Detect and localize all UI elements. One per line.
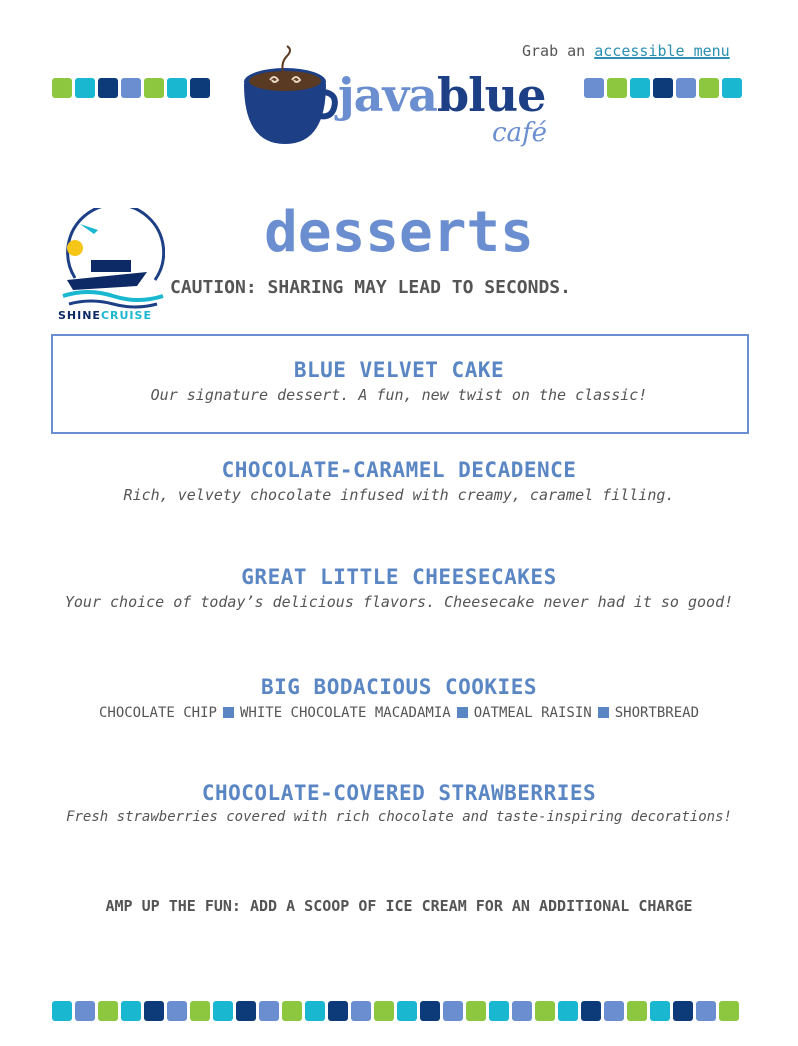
color-square <box>604 1001 624 1021</box>
color-square <box>699 78 719 98</box>
menu-item <box>0 358 798 404</box>
item-description: Fresh strawberries covered with rich chocolate and taste-inspiring decorations! <box>66 809 732 825</box>
bullet-square-icon <box>598 707 609 718</box>
color-square <box>52 78 72 98</box>
cookie-option: WHITE CHOCOLATE MACADAMIA <box>239 705 451 721</box>
color-square <box>719 1001 739 1021</box>
color-square <box>673 1001 693 1021</box>
color-square <box>443 1001 463 1021</box>
accessible-menu-link[interactable]: accessible menu <box>594 42 730 60</box>
footer-note: AMP UP THE FUN: ADD A SCOOP OF ICE CREAM FOR AN ADDITIONAL CHARGE <box>105 897 693 915</box>
item-description: Our signature dessert. A fun, new twist on the classic! <box>150 386 648 404</box>
color-square <box>466 1001 486 1021</box>
menu-item <box>0 458 798 504</box>
menu-item <box>0 675 798 721</box>
item-description: Rich, velvety chocolate infused with creamy, caramel filling. <box>123 486 675 504</box>
cookie-options <box>0 705 798 721</box>
color-square <box>351 1001 371 1021</box>
item-description: Your choice of today’s delicious flavors. Cheesecake never had it so good! <box>64 593 734 611</box>
color-square <box>213 1001 233 1021</box>
color-square <box>190 1001 210 1021</box>
color-square <box>167 1001 187 1021</box>
shine-cruise-label: SHINECRUISE <box>58 309 152 322</box>
bullet-square-icon <box>223 707 234 718</box>
color-square <box>144 78 164 98</box>
cookie-option: SHORTBREAD <box>614 705 700 721</box>
color-square <box>558 1001 578 1021</box>
color-square <box>397 1001 417 1021</box>
color-square <box>584 78 604 98</box>
decorative-squares-bottom <box>52 1001 742 1021</box>
brand-blue: blue <box>436 68 546 122</box>
color-square <box>627 1001 647 1021</box>
caution-subtitle: CAUTION: SHARING MAY LEAD TO SECONDS. <box>170 277 571 298</box>
color-square <box>282 1001 302 1021</box>
color-square <box>512 1001 532 1021</box>
color-square <box>190 78 210 98</box>
brand-java: java <box>338 68 437 122</box>
color-square <box>676 78 696 98</box>
color-square <box>144 1001 164 1021</box>
page-title: desserts <box>264 200 534 265</box>
color-square <box>722 78 742 98</box>
brand-cafe: café <box>492 118 548 148</box>
color-square <box>305 1001 325 1021</box>
color-square <box>581 1001 601 1021</box>
cookie-option: OATMEAL RAISIN <box>473 705 592 721</box>
color-square <box>696 1001 716 1021</box>
color-square <box>236 1001 256 1021</box>
color-square <box>98 78 118 98</box>
color-square <box>259 1001 279 1021</box>
item-name: BLUE VELVET CAKE <box>293 358 505 382</box>
bullet-square-icon <box>457 707 468 718</box>
color-square <box>328 1001 348 1021</box>
color-square <box>167 78 187 98</box>
color-square <box>75 1001 95 1021</box>
grab-text: Grab an <box>522 42 586 60</box>
color-square <box>98 1001 118 1021</box>
color-square <box>535 1001 555 1021</box>
color-square <box>52 1001 72 1021</box>
menu-item <box>0 781 798 825</box>
menu-item <box>0 565 798 611</box>
color-square <box>653 78 673 98</box>
item-name: GREAT LITTLE CHEESECAKES <box>241 565 557 589</box>
color-square <box>630 78 650 98</box>
color-square <box>489 1001 509 1021</box>
color-square <box>121 1001 141 1021</box>
color-square <box>650 1001 670 1021</box>
color-square <box>420 1001 440 1021</box>
brand-logo <box>338 68 545 122</box>
item-name: BIG BODACIOUS COOKIES <box>260 675 537 699</box>
color-square <box>75 78 95 98</box>
color-square <box>374 1001 394 1021</box>
color-square <box>607 78 627 98</box>
color-square <box>121 78 141 98</box>
decorative-squares-left <box>52 78 213 98</box>
decorative-squares-right <box>584 78 745 98</box>
cookie-option: CHOCOLATE CHIP <box>98 705 217 721</box>
item-name: CHOCOLATE-CARAMEL DECADENCE <box>221 458 577 482</box>
item-name: CHOCOLATE-COVERED STRAWBERRIES <box>201 781 597 805</box>
